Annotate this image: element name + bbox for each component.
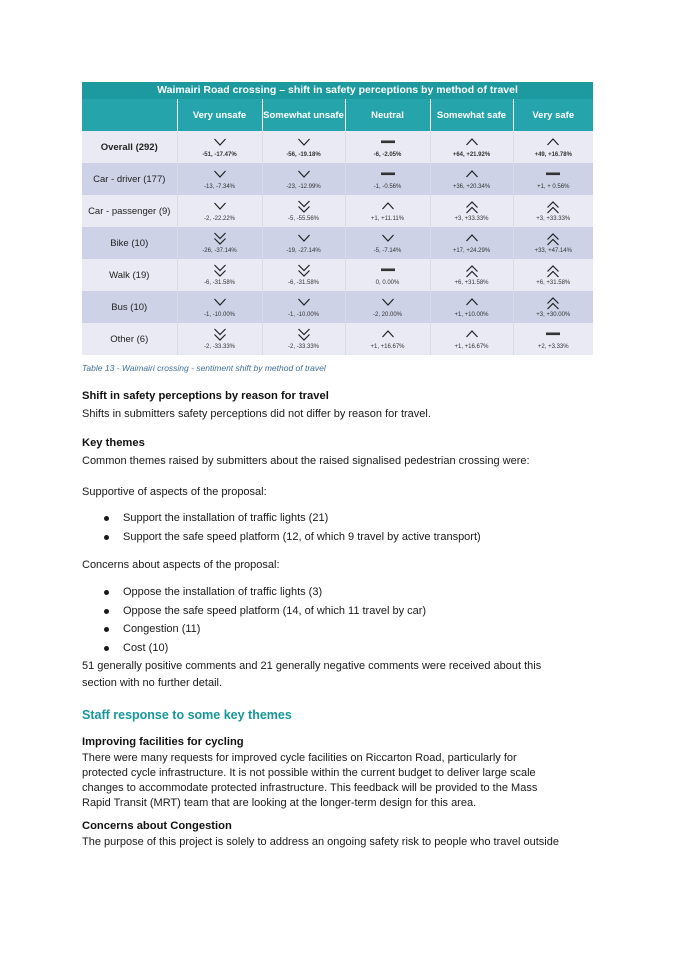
comments-line-2: section with no further detail. (82, 677, 223, 689)
table-cell (345, 259, 430, 291)
bullet-icon (104, 590, 109, 595)
table-cell (177, 259, 262, 291)
double-chevron-down-icon (178, 263, 262, 279)
chevron-down-icon (178, 295, 262, 311)
table-cell (345, 163, 430, 195)
row-label: Overall (292) (82, 131, 177, 163)
cell-value: +17, +24.29% (452, 248, 491, 254)
row-label: Walk (19) (82, 259, 177, 291)
table-cell (430, 131, 513, 163)
table-cell (513, 291, 593, 323)
bullet-icon (104, 646, 109, 651)
table-grid (82, 99, 593, 355)
table-cell (513, 259, 593, 291)
concerns-label: Concerns about aspects of the proposal: (82, 559, 280, 571)
table-row (82, 259, 593, 291)
cell-value: +33, +47.14% (534, 248, 572, 254)
chevron-up-icon (346, 327, 430, 343)
table-row (82, 163, 593, 195)
table-row (82, 195, 593, 227)
bullet-icon (104, 535, 109, 540)
cell-value: -6, -31.58% (287, 280, 320, 286)
table-cell (345, 291, 430, 323)
chevron-down-icon (178, 167, 262, 183)
congestion-heading: Concerns about Congestion (82, 820, 232, 832)
cell-value: +1, +11.11% (370, 216, 405, 222)
reason-text: Shifts in submitters safety perceptions did not differ by reason for travel. (82, 408, 431, 420)
header-corner (82, 99, 177, 131)
cell-value: +36, +20.34% (452, 184, 491, 190)
table-cell (513, 323, 593, 355)
congestion-line: The purpose of this project is solely to address an ongoing safety risk to people who travel outside (82, 836, 559, 848)
cell-value: +1, +10.00% (454, 312, 489, 318)
cell-value: +1, + 0.56% (537, 184, 570, 190)
themes-intro: Common themes raised by submitters about the raised signalised pedestrian crossing were: (82, 455, 530, 467)
table-cell (177, 227, 262, 259)
table-cell (430, 163, 513, 195)
table-row (82, 323, 593, 355)
table-cell (262, 259, 345, 291)
cell-value: +64, +21.92% (452, 152, 491, 158)
perception-table (82, 82, 593, 355)
cell-value: +49, +16.78% (534, 152, 572, 158)
cell-value: +3, +30.00% (536, 312, 571, 318)
cell-value: +3, +33.33% (454, 216, 489, 222)
chevron-up-icon (346, 199, 430, 215)
cell-value: -23, -12.99% (286, 184, 321, 190)
table-cell (430, 259, 513, 291)
list-item: Support the installation of traffic lights (21) (82, 509, 481, 528)
bullet-icon (104, 627, 109, 632)
table-cell (262, 291, 345, 323)
bullet-icon (104, 609, 109, 614)
dash-icon (346, 263, 430, 279)
double-chevron-down-icon (178, 231, 262, 247)
row-label: Car - passenger (9) (82, 195, 177, 227)
column-header: Somewhat unsafe (262, 99, 345, 131)
double-chevron-down-icon (178, 327, 262, 343)
cell-value: -5, -55.56% (287, 216, 320, 222)
dash-icon (346, 167, 430, 183)
chevron-up-icon (431, 295, 513, 311)
row-label: Car - driver (177) (82, 163, 177, 195)
row-label: Bus (10) (82, 291, 177, 323)
list-item: Cost (10) (82, 639, 426, 658)
dash-icon (514, 167, 594, 183)
table-caption: Table 13 - Waimairi crossing - sentiment shift by method of travel (82, 363, 326, 373)
double-chevron-up-icon (431, 199, 513, 215)
cell-value: -2, -33.33% (203, 344, 236, 350)
chevron-up-icon (431, 135, 513, 151)
supportive-label: Supportive of aspects of the proposal: (82, 486, 267, 498)
double-chevron-up-icon (514, 231, 594, 247)
cell-value: +1, +16.67% (370, 344, 405, 350)
cycling-line-4: Rapid Transit (MRT) team that are looking at the longer-term design for this area. (82, 797, 477, 809)
column-header: Neutral (345, 99, 430, 131)
dash-icon (514, 327, 594, 343)
double-chevron-down-icon (263, 199, 345, 215)
column-header: Very safe (513, 99, 593, 131)
list-item: Oppose the safe speed platform (14, of which 11 travel by car) (82, 602, 426, 621)
cell-value: +1, +16.67% (454, 344, 489, 350)
comments-line-1: 51 generally positive comments and 21 generally negative comments were received about this (82, 660, 542, 672)
cycling-line-2: protected cycle infrastructure. It is not possible within the current budget to deliver large scale (82, 767, 536, 779)
cell-value: -1, -10.00% (203, 312, 236, 318)
table-row (82, 131, 593, 163)
table-cell (345, 323, 430, 355)
cell-value: -19, -27.14% (286, 248, 321, 254)
cycling-line-1: There were many requests for improved cycle facilities on Riccarton Road, particularly for (82, 752, 517, 764)
cell-value: -13, -7.34% (203, 184, 236, 190)
column-header: Somewhat safe (430, 99, 513, 131)
double-chevron-up-icon (431, 263, 513, 279)
chevron-down-icon (263, 231, 345, 247)
table-row (82, 291, 593, 323)
table-title: Waimairi Road crossing – shift in safety perceptions by method of travel (82, 82, 593, 99)
table-cell (177, 291, 262, 323)
cell-value: +6, +31.58% (454, 280, 489, 286)
double-chevron-up-icon (514, 263, 594, 279)
cell-value: -1, -0.56% (373, 184, 402, 190)
cell-value: -6, -2.05% (373, 152, 402, 158)
cell-value: -26, -37.14% (202, 248, 237, 254)
table-cell (262, 195, 345, 227)
chevron-down-icon (346, 295, 430, 311)
table-row (82, 227, 593, 259)
table-cell (262, 163, 345, 195)
table-cell (430, 195, 513, 227)
cell-value: +6, +31.58% (536, 280, 571, 286)
cell-value: -51, -17.47% (202, 152, 237, 158)
cell-value: -6, -31.58% (203, 280, 236, 286)
table-cell (513, 163, 593, 195)
table-cell (177, 195, 262, 227)
list-item: Oppose the installation of traffic lights (3) (82, 583, 426, 602)
table-cell (177, 131, 262, 163)
cell-value: -1, -10.00% (287, 312, 320, 318)
chevron-down-icon (263, 135, 345, 151)
chevron-up-icon (431, 167, 513, 183)
chevron-down-icon (178, 199, 262, 215)
reason-heading: Shift in safety perceptions by reason for travel (82, 390, 329, 402)
table-cell (262, 131, 345, 163)
cell-value: -5, -7.14% (373, 248, 402, 254)
cell-value: +3, +33.33% (536, 216, 571, 222)
table-cell (513, 131, 593, 163)
chevron-down-icon (346, 231, 430, 247)
concerns-list (82, 583, 426, 657)
chevron-up-icon (431, 327, 513, 343)
double-chevron-down-icon (263, 263, 345, 279)
cell-value: 0, 0.00% (375, 280, 400, 286)
cycling-heading: Improving facilities for cycling (82, 736, 244, 748)
double-chevron-up-icon (514, 199, 594, 215)
cycling-line-3: changes to accommodate protected infrastructure. This feedback will be provided to the Mass (82, 782, 538, 794)
double-chevron-down-icon (263, 327, 345, 343)
themes-heading: Key themes (82, 437, 145, 449)
chevron-down-icon (263, 167, 345, 183)
supportive-list (82, 509, 481, 546)
dash-icon (346, 135, 430, 151)
chevron-down-icon (263, 295, 345, 311)
chevron-down-icon (178, 135, 262, 151)
table-cell (177, 323, 262, 355)
table-cell (430, 227, 513, 259)
staff-response-heading: Staff response to some key themes (82, 708, 292, 722)
row-label: Bike (10) (82, 227, 177, 259)
cell-value: -2, -22.22% (203, 216, 236, 222)
row-label: Other (6) (82, 323, 177, 355)
table-cell (177, 163, 262, 195)
table-cell (262, 323, 345, 355)
table-cell (262, 227, 345, 259)
table-cell (430, 291, 513, 323)
cell-value: -2, -33.33% (287, 344, 320, 350)
table-cell (345, 227, 430, 259)
double-chevron-up-icon (514, 295, 594, 311)
bullet-icon (104, 516, 109, 521)
cell-value: +2, +3.33% (537, 344, 569, 350)
table-cell (345, 195, 430, 227)
table-cell (430, 323, 513, 355)
column-header: Very unsafe (177, 99, 262, 131)
chevron-up-icon (431, 231, 513, 247)
list-item: Support the safe speed platform (12, of which 9 travel by active transport) (82, 528, 481, 547)
cell-value: -2, 20.00% (372, 312, 403, 318)
table-cell (513, 195, 593, 227)
table-cell (513, 227, 593, 259)
cell-value: -56, -19.18% (286, 152, 321, 158)
table-header-row (82, 99, 593, 131)
chevron-up-icon (514, 135, 594, 151)
list-item: Congestion (11) (82, 620, 426, 639)
table-cell (345, 131, 430, 163)
